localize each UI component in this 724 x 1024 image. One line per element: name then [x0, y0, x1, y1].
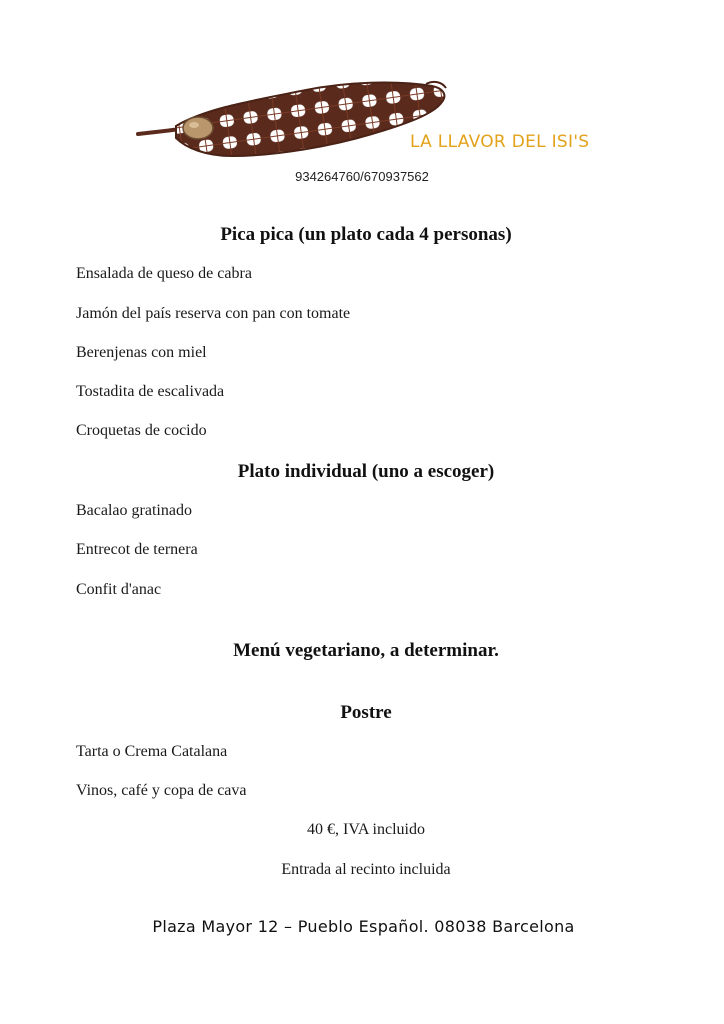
section-heading-individual: Plato individual (uno a escoger) — [237, 461, 495, 482]
menu-item: Ensalada de queso de cabra — [76, 265, 252, 282]
menu-item: Vinos, café y copa de cava — [76, 782, 247, 799]
brand-name: LA LLAVOR DEL ISI'S — [410, 132, 590, 152]
entry-note: Entrada al recinto incluida — [281, 861, 451, 878]
menu-item: Jamón del país reserva con pan con tomate — [76, 305, 351, 322]
section-heading-postre: Postre — [340, 702, 392, 723]
seed-pod-logo-icon — [136, 78, 448, 160]
section-heading-vegetarian: Menú vegetariano, a determinar. — [233, 640, 499, 661]
price-line: 40 €, IVA incluido — [307, 821, 425, 838]
address: Plaza Mayor 12 – Pueblo Español. 08038 Barcelona — [152, 917, 575, 936]
menu-item: Bacalao gratinado — [76, 502, 192, 519]
menu-item: Croquetas de cocido — [76, 422, 207, 439]
menu-item: Tostadita de escalivada — [76, 383, 225, 400]
phone-numbers: 934264760/670937562 — [295, 169, 429, 184]
menu-item: Tarta o Crema Catalana — [76, 743, 228, 760]
menu-item: Entrecot de ternera — [76, 541, 198, 558]
menu-item: Berenjenas con miel — [76, 344, 207, 361]
menu-item: Confit d'anac — [76, 581, 162, 598]
section-heading-pica-pica: Pica pica (un plato cada 4 personas) — [220, 224, 512, 245]
